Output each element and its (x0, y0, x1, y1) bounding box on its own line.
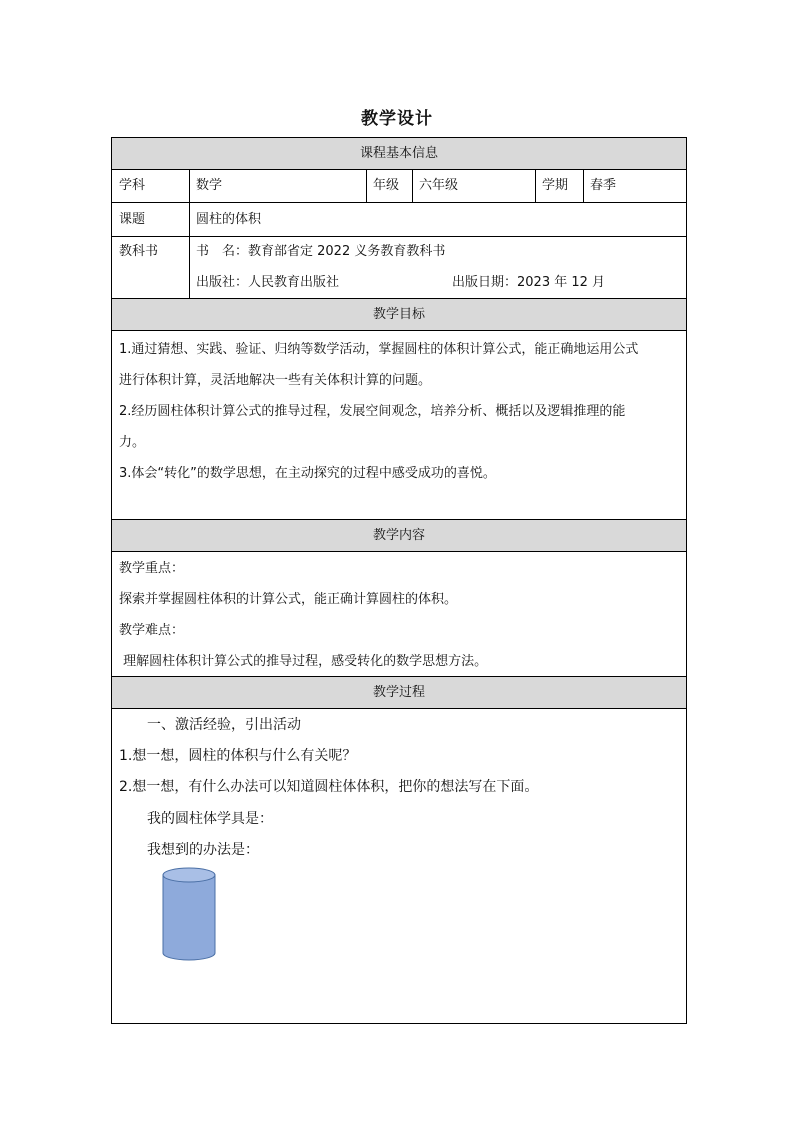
textbook-name: 书 名：教育部省定 2022 义务教育教科书 (196, 244, 446, 259)
process-heading: 一、激活经验，引出活动 (119, 717, 301, 733)
term-value: 春季 (590, 178, 617, 193)
content-line: 探索并掌握圆柱体积的计算公式，能正确计算圆柱的体积。 (119, 592, 458, 607)
column-divider (583, 170, 584, 202)
process-line: 我的圆柱体学具是： (119, 811, 273, 827)
section-header-process: 教学过程 (112, 677, 686, 709)
goal-line: 力。 (119, 435, 146, 450)
grade-value: 六年级 (419, 178, 459, 193)
document-title: 教学设计 (361, 109, 433, 129)
publisher: 出版社：人民教育出版社 (196, 275, 340, 290)
content-line: 教学重点： (119, 561, 185, 576)
subject-label: 学科 (119, 178, 146, 193)
goal-line: 2.经历圆柱体积计算公式的推导过程，发展空间观念，培养分析、概括以及逻辑推理的能 (119, 404, 626, 419)
textbook-label: 教科书 (119, 244, 159, 259)
cylinder-top (163, 868, 215, 882)
process-line: 2.想一想，有什么办法可以知道圆柱体体积，把你的想法写在下面。 (119, 779, 539, 795)
goal-line: 3.体会“转化”的数学思想，在主动探究的过程中感受成功的喜悦。 (119, 466, 496, 481)
section-header-goals: 教学目标 (112, 299, 686, 331)
column-divider (535, 170, 536, 202)
column-divider (366, 170, 367, 202)
cylinder-illustration (160, 866, 218, 964)
column-divider (412, 170, 413, 202)
topic-label: 课题 (119, 212, 146, 227)
grade-label: 年级 (373, 178, 400, 193)
subject-value: 数学 (196, 178, 223, 193)
content-line: 教学难点： (119, 623, 185, 638)
process-line: 我想到的办法是： (119, 842, 259, 858)
process-line: 1.想一想，圆柱的体积与什么有关呢？ (119, 748, 357, 764)
term-label: 学期 (542, 178, 569, 193)
publish-date: 出版日期：2023 年 12 月 (452, 275, 606, 290)
cylinder-body (163, 875, 215, 960)
goal-line: 1.通过猜想、实践、验证、归纳等数学活动，掌握圆柱的体积计算公式，能正确地运用公式 (119, 342, 639, 357)
lesson-plan-table (111, 137, 687, 1024)
content-line: 理解圆柱体积计算公式的推导过程，感受转化的数学思想方法。 (119, 654, 488, 669)
section-header-basic-info: 课程基本信息 (112, 138, 686, 170)
section-header-content: 教学内容 (112, 520, 686, 552)
goal-line: 进行体积计算，灵活地解决一些有关体积计算的问题。 (119, 373, 432, 388)
topic-value: 圆柱的体积 (196, 212, 262, 227)
